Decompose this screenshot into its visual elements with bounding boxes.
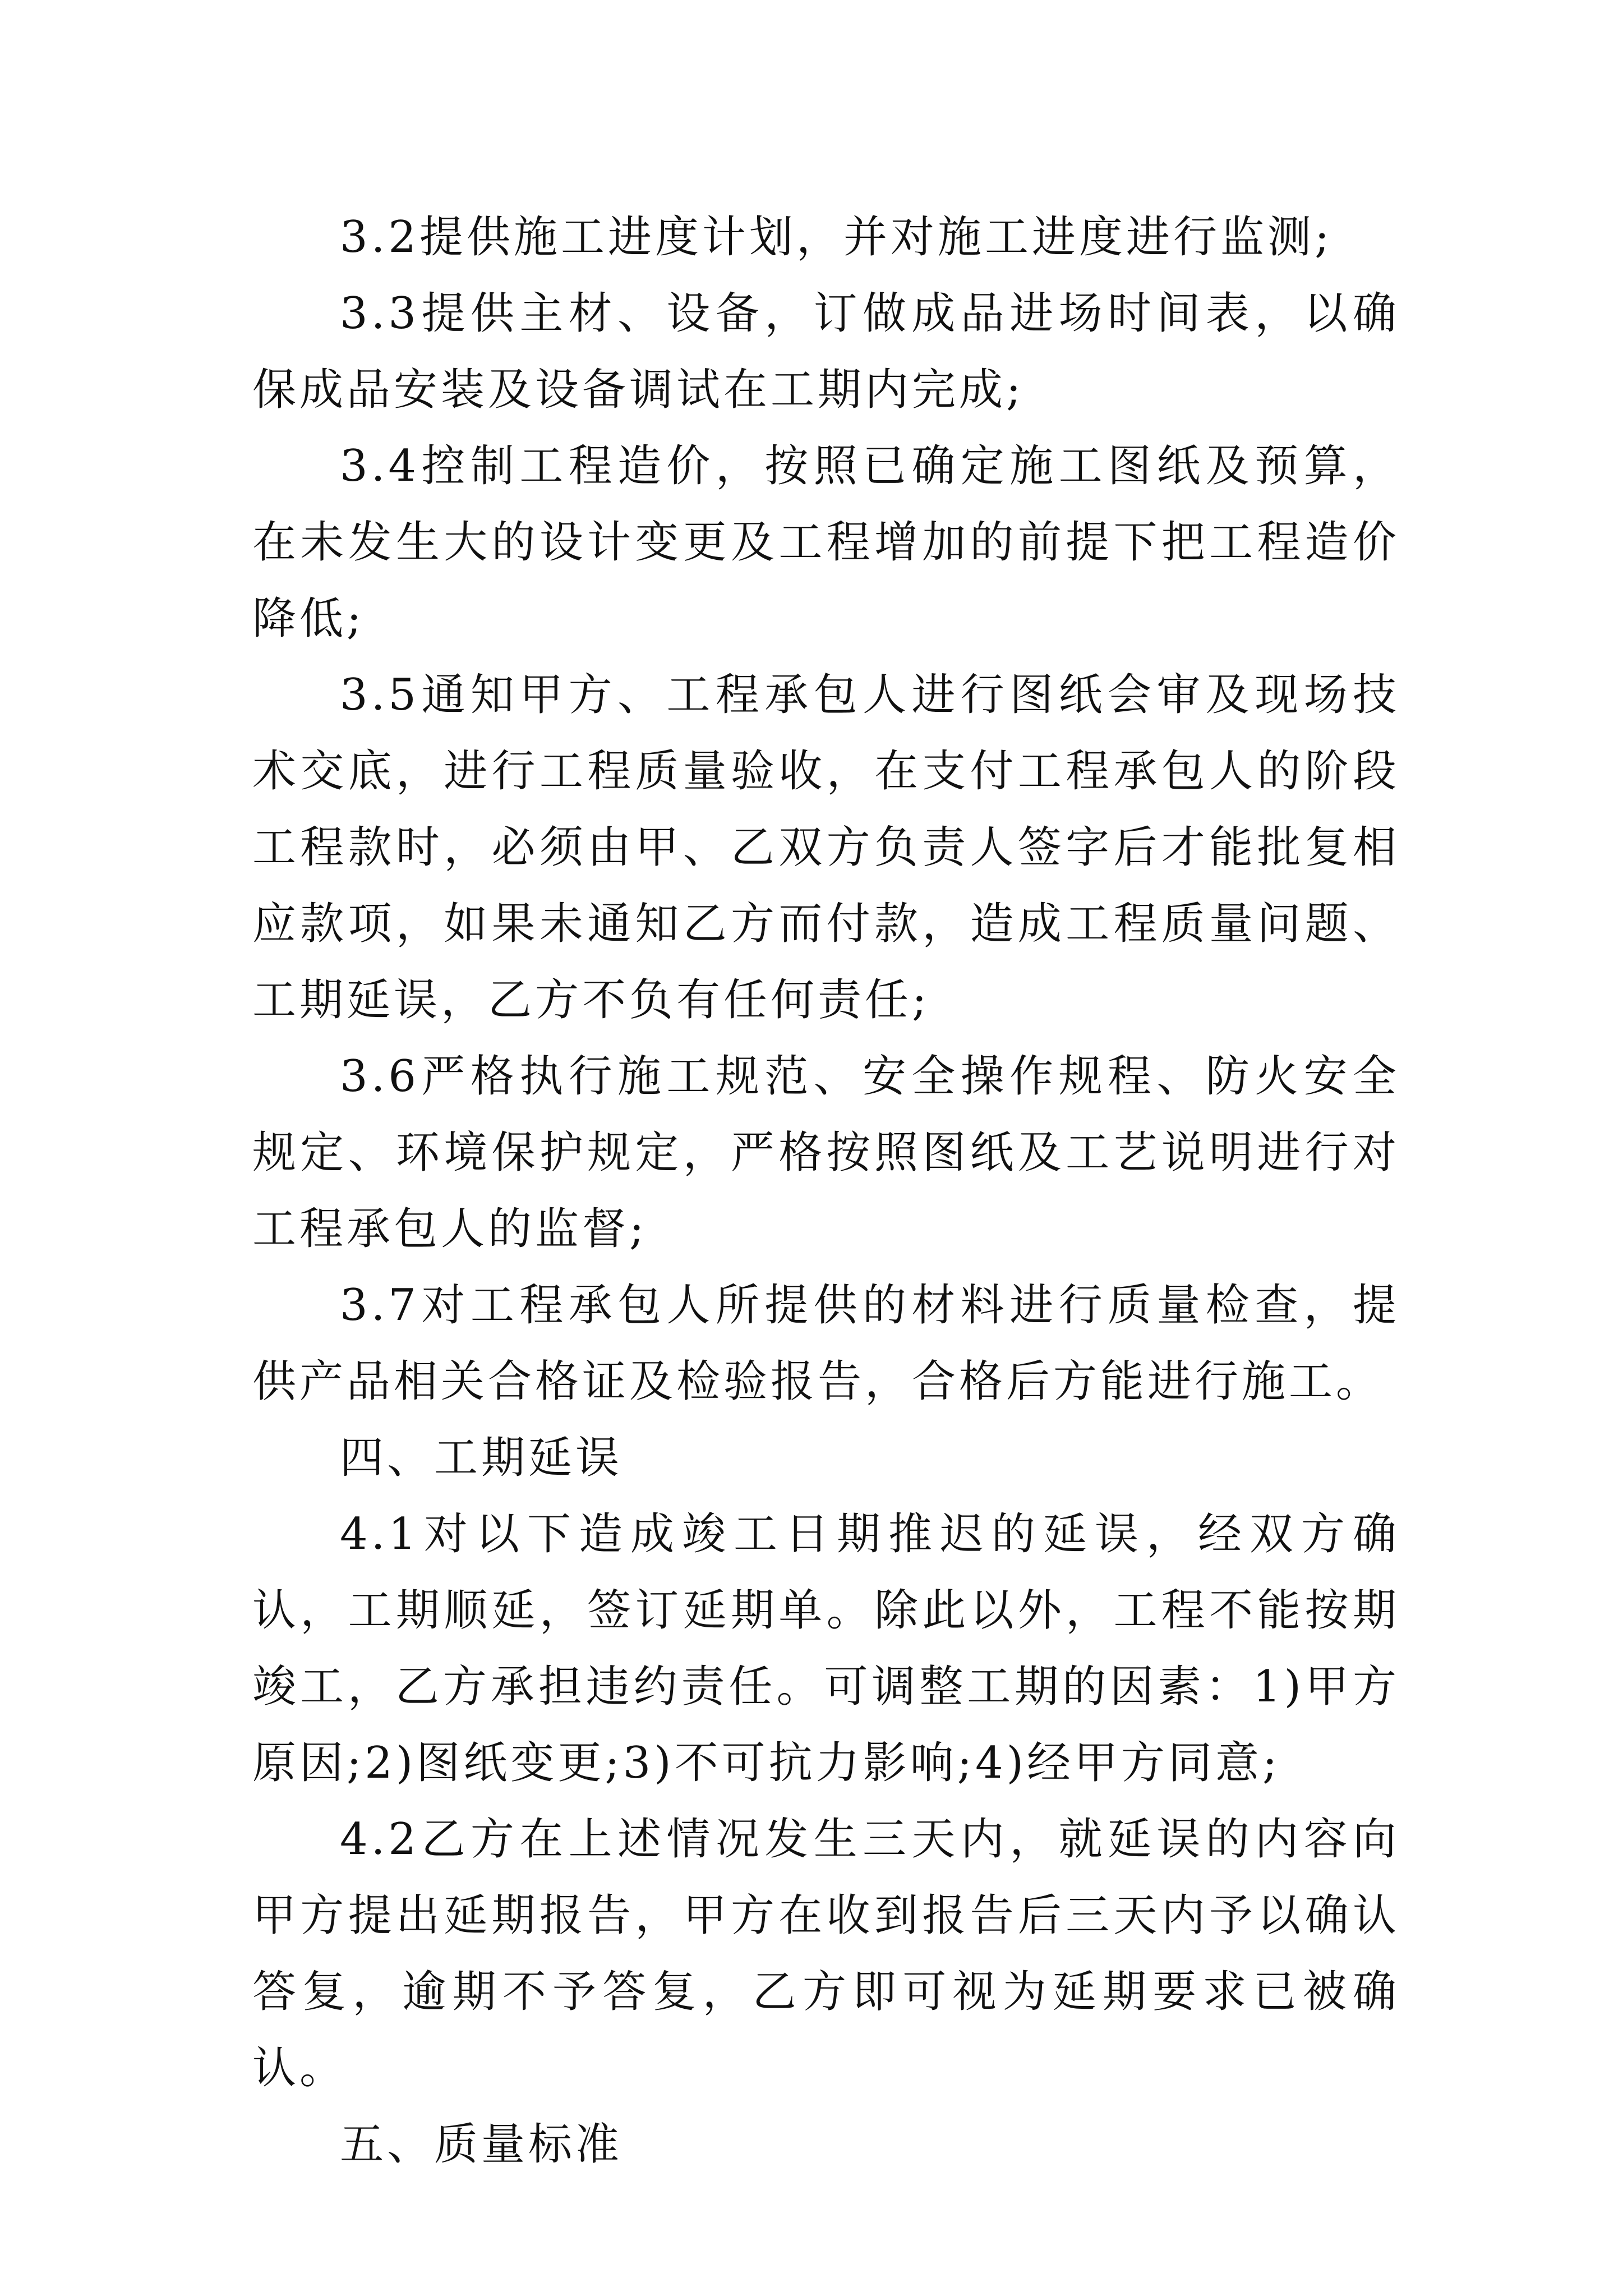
paragraph-3-2: 3.2提供施工进度计划，并对施工进度进行监测;: [340, 212, 1333, 263]
paragraph-3-7: 3.7对工程承包人所提供的材料进行质量检查，提供产品相关合格证及检验报告，合格后方能进行施工。: [252, 1280, 1400, 1407]
paragraph-3-6: 3.6严格执行施工规范、安全操作规程、防火安全规定、环境保护规定，严格按照图纸及工艺说明进行对工程承包人的监督;: [252, 1051, 1400, 1254]
document-body: [252, 199, 1400, 2183]
section-heading-5: 五、质量标准: [340, 2119, 623, 2170]
paragraph-3-3: 3.3提供主材、设备，订做成品进场时间表，以确保成品安装及设备调试在工期内完成;: [252, 288, 1400, 415]
section-heading-4: 四、工期延误: [340, 1433, 623, 1483]
paragraph-4-2: 4.2乙方在上述情况发生三天内，就延误的内容向甲方提出延期报告，甲方在收到报告后三天内予以确认答复，逾期不予答复，乙方即可视为延期要求已被确认。: [252, 1814, 1400, 2093]
paragraph-3-4: 3.4控制工程造价，按照已确定施工图纸及预算，在未发生大的设计变更及工程增加的前提下把工程造价降低;: [252, 441, 1400, 644]
paragraph-4-1: 4.1对以下造成竣工日期推迟的延误，经双方确认，工期顺延，签订延期单。除此以外，工程不能按期竣工，乙方承担违约责任。可调整工期的因素：1)甲方原因;2)图纸变更;3)不可抗力影响;4)经甲方同意;: [252, 1509, 1400, 1788]
paragraph-3-5: 3.5通知甲方、工程承包人进行图纸会审及现场技术交底，进行工程质量验收，在支付工程承包人的阶段工程款时，必须由甲、乙双方负责人签字后才能批复相应款项，如果未通知乙方而付款，造成工程质量问题、工期延误，乙方不负有任何责任;: [252, 670, 1400, 1025]
